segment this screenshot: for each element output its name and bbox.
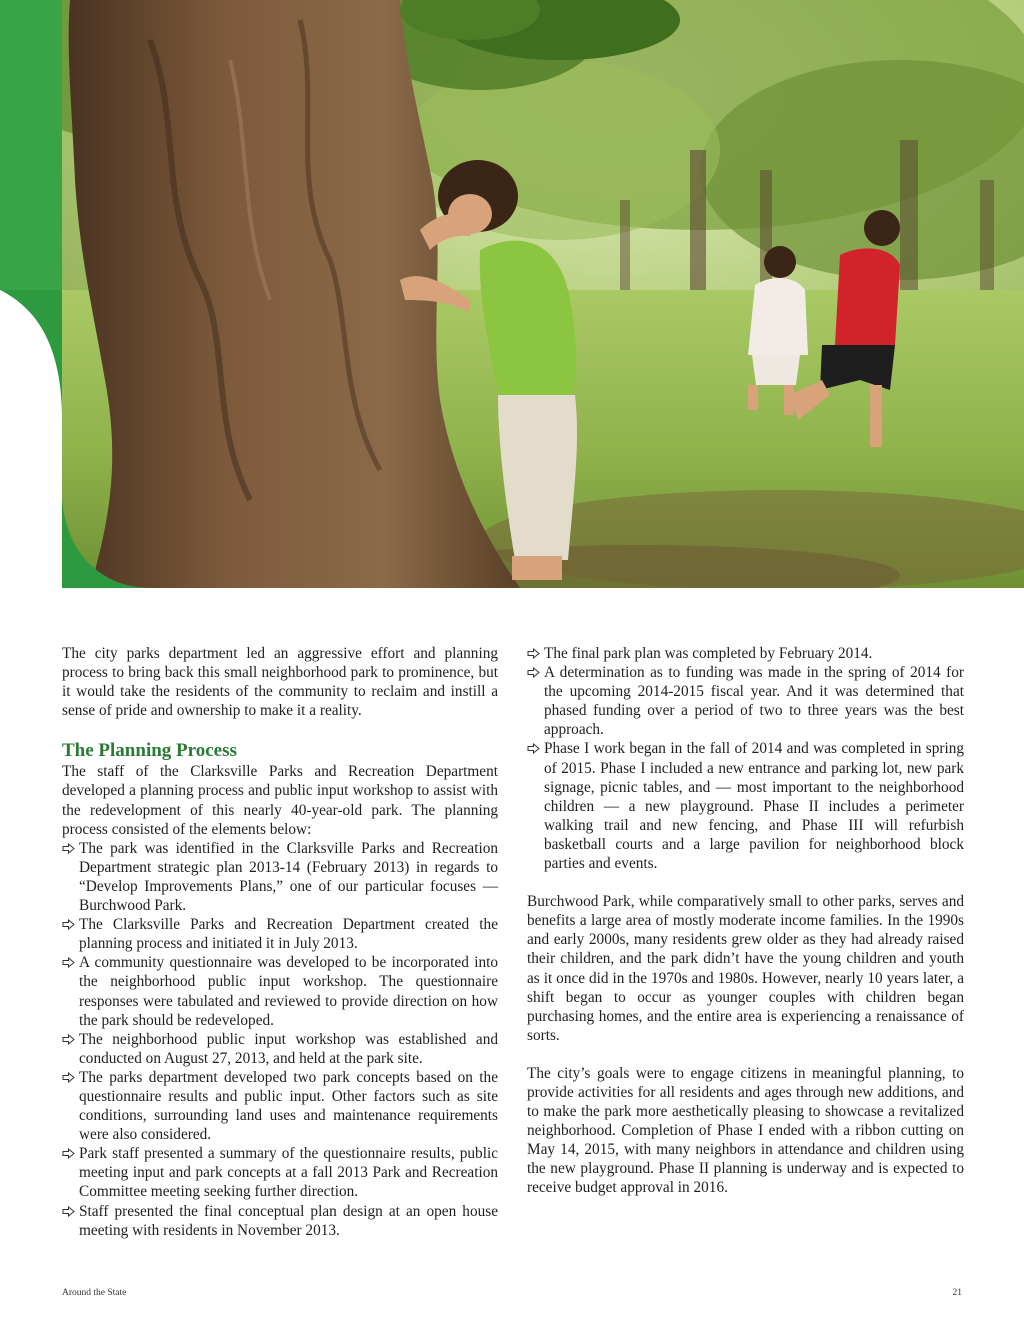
arrow-right-icon bbox=[62, 1206, 75, 1217]
arrow-right-icon bbox=[62, 1072, 75, 1083]
page-number: 21 bbox=[952, 1288, 962, 1298]
list-item: A determination as to funding was made in the spring of 2014 for the upcoming 2014-2015 fiscal year. And it was determined that phased funding over a period of two to three years was the best approach. bbox=[527, 663, 964, 739]
left-column bbox=[62, 644, 498, 1240]
planning-intro-paragraph: The staff of the Clarksville Parks and Recreation Department developed a planning process and public input workshop to assist with the redevelopment of this nearly 40-year-old park. The planning process consisted of the elements below: bbox=[62, 763, 498, 838]
planning-steps-list bbox=[62, 839, 498, 1240]
arrow-right-icon bbox=[527, 667, 540, 678]
arrow-right-icon bbox=[62, 1148, 75, 1159]
footer-publication: Around the State bbox=[62, 1288, 127, 1298]
right-column bbox=[527, 644, 964, 1198]
list-item: Staff presented the final conceptual plan design at an open house meeting with residents in November 2013. bbox=[62, 1202, 498, 1240]
goals-paragraph: The city’s goals were to engage citizens in meaningful planning, to provide activities for all residents and ages through new additions, and to make the park more aesthetically pleasing to showcase a revitalized neighborhood. Completion of Phase I ended with a ribbon cutting on May 14, 2015, with many neighbors in attendance and children using the new playground. Phase II planning is underway and is expected to receive budget approval in 2016. bbox=[527, 1064, 964, 1197]
list-item: The final park plan was completed by February 2014. bbox=[527, 644, 964, 663]
burchwood-paragraph: Burchwood Park, while comparatively small to other parks, serves and benefits a large area of mostly moderate income families. In the 1990s and early 2000s, many residents grew older as they had already raised their children, and the park didn’t have the young children and youth as it once did in the 1970s and 1980s. However, nearly 10 years later, a shift began to occur as younger couples with children began purchasing homes, and the entire area is experiencing a renaissance of sorts. bbox=[527, 893, 964, 1044]
section-heading: The Planning Process bbox=[62, 740, 237, 762]
arrow-right-icon bbox=[62, 957, 75, 968]
intro-paragraph: The city parks department led an aggressive effort and planning process to bring back this small neighborhood park to prominence, but it would take the residents of the community to reclaim and instill a sense of pride and ownership to make it a reality. bbox=[62, 645, 498, 720]
list-item: A community questionnaire was developed to be incorporated into the neighborhood public input workshop. The questionnaire responses were tabulated and reviewed to provide direction on how the park should be redeveloped. bbox=[62, 953, 498, 1029]
list-item: Phase I work began in the fall of 2014 and was completed in spring of 2015. Phase I included a new entrance and parking lot, new park signage, picnic tables, and — most important to the neighborhood children — a new playground. Phase II includes a perimeter walking trail and new fencing, and Phase III will refurbish basketball courts and a large pavilion for neighborhood block parties and events. bbox=[527, 739, 964, 873]
list-item: The parks department developed two park concepts based on the questionnaire results and public input. Other factors such as site conditions, surrounding land uses and maintenance requirements were also considered. bbox=[62, 1068, 498, 1144]
list-item: The neighborhood public input workshop was established and conducted on August 27, 2013, and held at the park site. bbox=[62, 1030, 498, 1068]
arrow-right-icon bbox=[527, 648, 540, 659]
project-phases-list bbox=[527, 644, 964, 873]
list-item: The park was identified in the Clarksville Parks and Recreation Department strategic plan 2013-14 (February 2013) in regards to “Develop Improvements Plans,” one of our particular focuses — Burchwood Park. bbox=[62, 839, 498, 915]
list-item: Park staff presented a summary of the questionnaire results, public meeting input and park concepts at a fall 2013 Park and Recreation Committee meeting seeking further direction. bbox=[62, 1144, 498, 1201]
arrow-right-icon bbox=[62, 919, 75, 930]
arrow-right-icon bbox=[527, 743, 540, 754]
hero-photo bbox=[0, 0, 1024, 588]
arrow-right-icon bbox=[62, 1034, 75, 1045]
list-item: The Clarksville Parks and Recreation Department created the planning process and initiated it in July 2013. bbox=[62, 915, 498, 953]
arrow-right-icon bbox=[62, 843, 75, 854]
